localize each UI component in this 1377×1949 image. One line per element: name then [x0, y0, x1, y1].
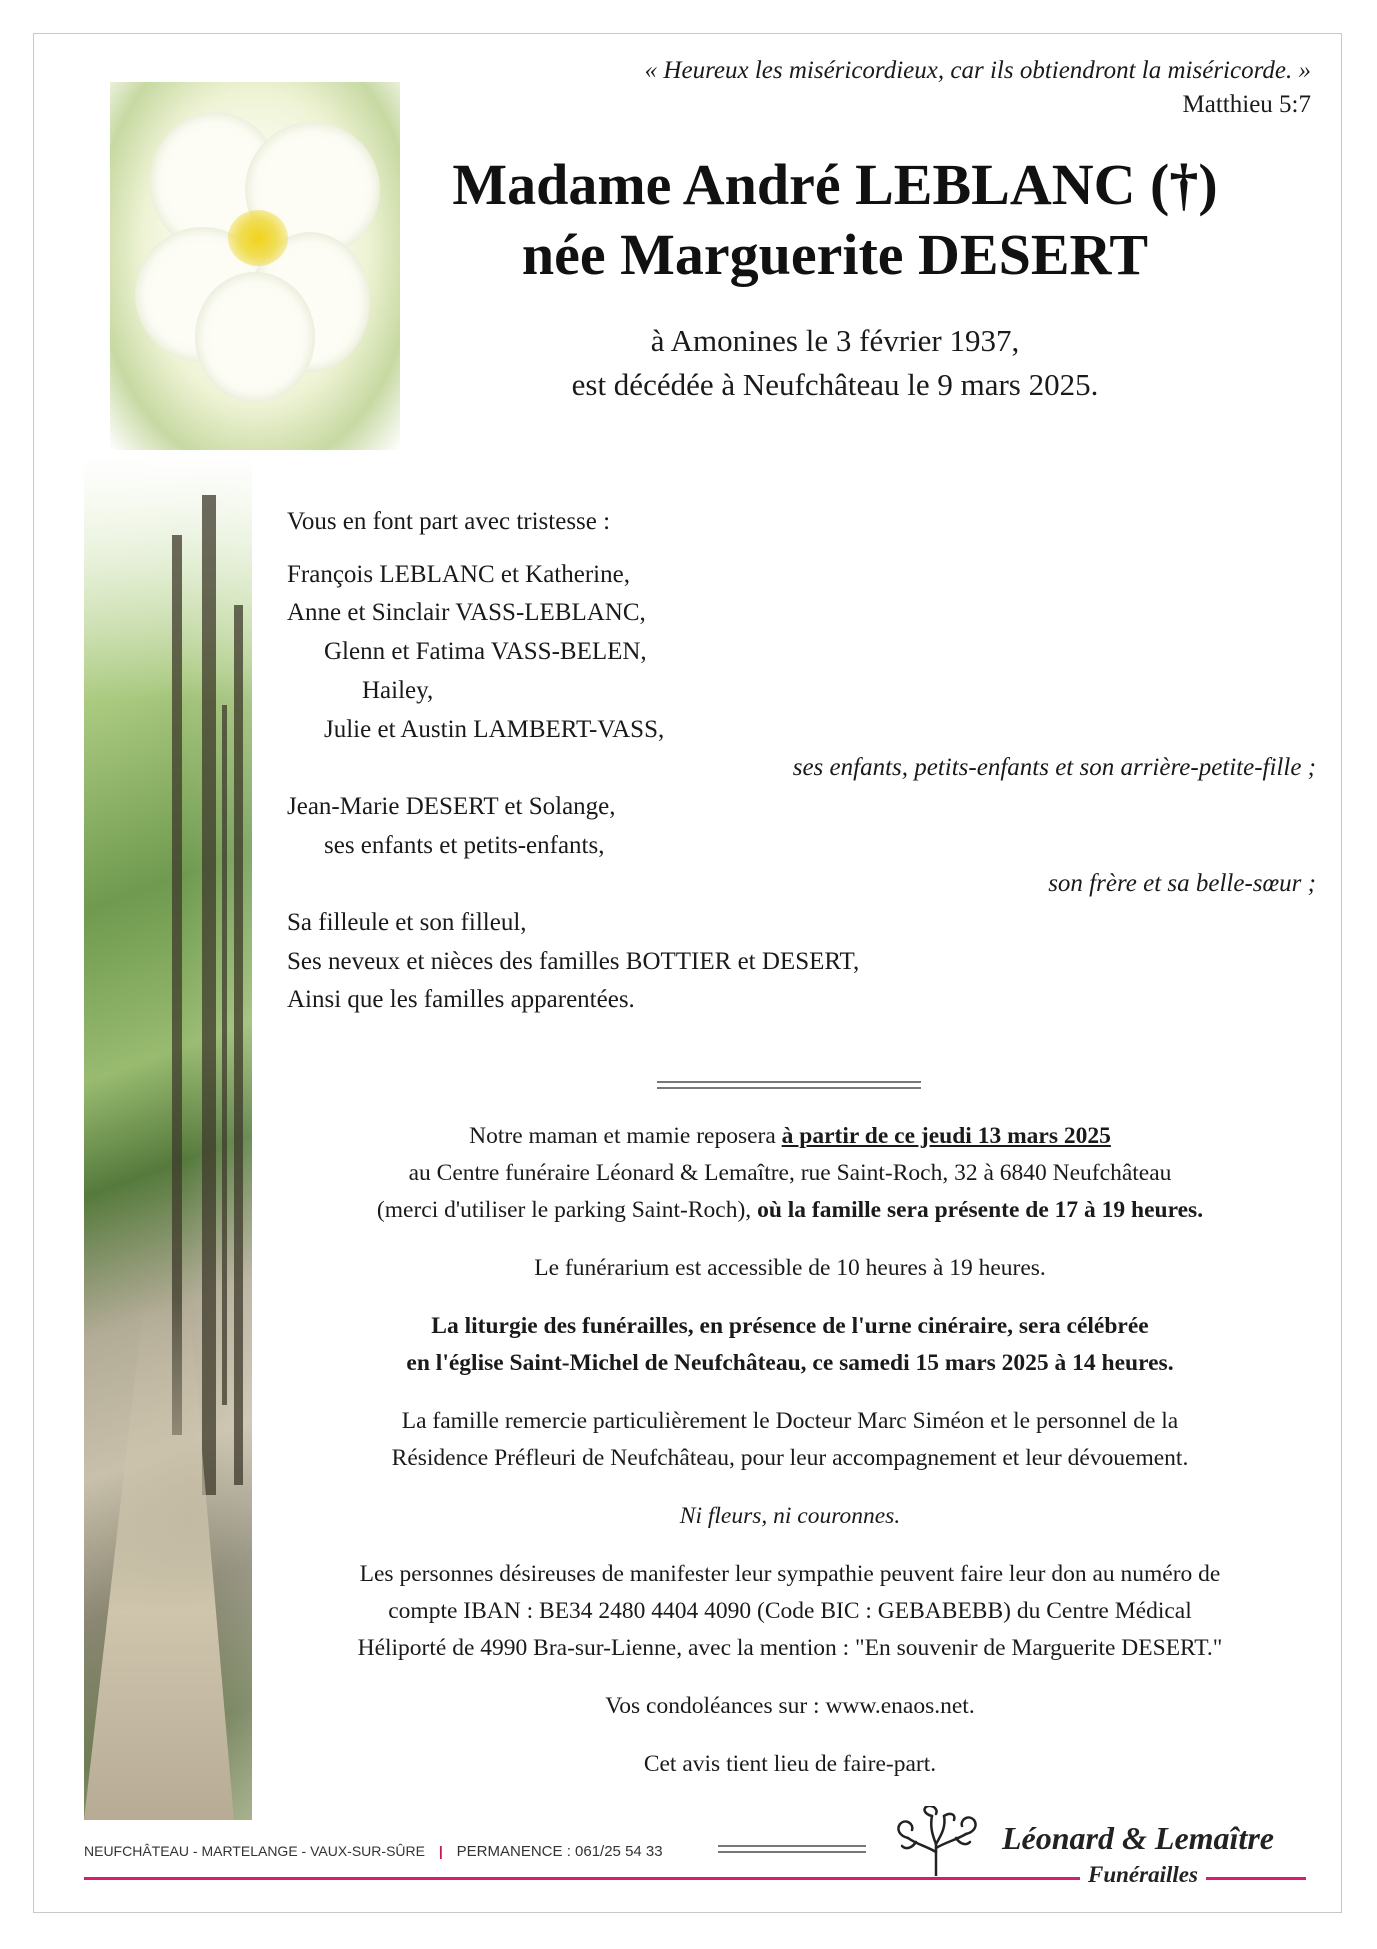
tree-logo-icon — [886, 1806, 986, 1876]
thanks-line2: Résidence Préfleuri de Neufchâteau, pour leur accompagnement et leur dévouement. — [391, 1445, 1189, 1471]
family-relation-caption: son frère et sa belle-sœur ; — [1048, 870, 1316, 898]
deceased-name — [400, 150, 1270, 290]
deceased-name-line1: Madame André LEBLANC (†) — [452, 152, 1218, 217]
family-member: Anne et Sinclair VASS-LEBLANC, — [287, 599, 646, 627]
brand-subtitle: Funérailles — [1080, 1862, 1206, 1888]
footer-separator: | — [438, 1843, 443, 1859]
footer-contact — [84, 1843, 663, 1860]
rest-paragraph — [260, 1118, 1320, 1229]
life-dates — [400, 319, 1270, 407]
brand-name: Léonard & Lemaître — [1002, 1820, 1274, 1856]
liturgy-line1: La liturgie des funérailles, en présence de l'urne cinéraire, sera célébrée — [431, 1313, 1149, 1339]
family-member: Jean-Marie DESERT et Solange, — [287, 792, 616, 820]
family-member: Ses neveux et nièces des familles BOTTIER et DESERT, — [287, 947, 860, 975]
no-flowers — [260, 1498, 1320, 1535]
death-line: est décédée à Neufchâteau le 9 mars 2025. — [571, 367, 1099, 402]
bible-quote — [645, 54, 1311, 122]
white-primrose-flower-image — [110, 82, 400, 450]
family-presence: où la famille sera présente de 17 à 19 heures. — [757, 1197, 1204, 1223]
donation-line1: Les personnes désireuses de manifester leur sympathie peuvent faire leur don au numéro de — [359, 1561, 1221, 1587]
funeral-info — [260, 1118, 1320, 1804]
condolences-line: Vos condoléances sur : www.enaos.net. — [605, 1693, 975, 1719]
rest-text: Notre maman et mamie reposera — [469, 1123, 782, 1149]
notice-line: Cet avis tient lieu de faire-part. — [643, 1751, 937, 1777]
family-intro: Vous en font part avec tristesse : — [287, 508, 611, 535]
footer-locations: NEUFCHÂTEAU - MARTELANGE - VAUX-SUR-SÛRE — [84, 1843, 425, 1859]
forest-path-image — [84, 455, 252, 1820]
thanks-line1: La famille remercie particulièrement le Docteur Marc Siméon et le personnel de la — [401, 1408, 1179, 1434]
family-member: Ainsi que les familles apparentées. — [287, 986, 635, 1014]
funerarium-hours: Le funérarium est accessible de 10 heures à 19 heures. — [534, 1255, 1046, 1281]
rest-parking: (merci d'utiliser le parking Saint-Roch), — [376, 1197, 758, 1223]
deceased-name-line2: née Marguerite DESERT — [521, 222, 1149, 287]
family-member: Sa filleule et son filleul, — [287, 909, 527, 937]
family-relation-caption: ses enfants, petits-enfants et son arrière-petite-fille ; — [792, 754, 1316, 782]
quote-reference: Matthieu 5:7 — [1182, 91, 1311, 118]
rest-location: au Centre funéraire Léonard & Lemaître, rue Saint-Roch, 32 à 6840 Neufchâteau — [408, 1160, 1172, 1186]
donation-paragraph — [260, 1556, 1320, 1667]
family-member: ses enfants et petits-enfants, — [324, 831, 605, 859]
footer-double-divider — [718, 1845, 866, 1853]
donation-line3: Héliporté de 4990 Bra-sur-Lienne, avec la mention : "En souvenir de Marguerite DESERT." — [357, 1635, 1223, 1661]
quote-text: « Heureux les miséricordieux, car ils obtiendront la miséricorde. » — [644, 57, 1311, 84]
family-member: Hailey, — [362, 676, 434, 704]
family-list — [287, 503, 1322, 1020]
footer-permanence: PERMANENCE : 061/25 54 33 — [456, 1843, 663, 1860]
family-member: Julie et Austin LAMBERT-VASS, — [324, 715, 665, 743]
liturgy-paragraph — [260, 1308, 1320, 1382]
rest-date: à partir de ce jeudi 13 mars 2025 — [781, 1123, 1111, 1149]
birth-line: à Amonines le 3 février 1937, — [650, 323, 1020, 358]
family-member: Glenn et Fatima VASS-BELEN, — [324, 638, 647, 666]
family-member: François LEBLANC et Katherine, — [287, 560, 630, 588]
liturgy-line2: en l'église Saint-Michel de Neufchâteau, ce samedi 15 mars 2025 à 14 heures. — [406, 1350, 1174, 1376]
double-divider — [657, 1081, 921, 1089]
donation-line2: compte IBAN : BE34 2480 4404 4090 (Code BIC : GEBABEBB) du Centre Médical — [388, 1598, 1192, 1624]
thanks-paragraph — [260, 1403, 1320, 1477]
no-flowers-text: Ni fleurs, ni couronnes. — [679, 1503, 901, 1529]
